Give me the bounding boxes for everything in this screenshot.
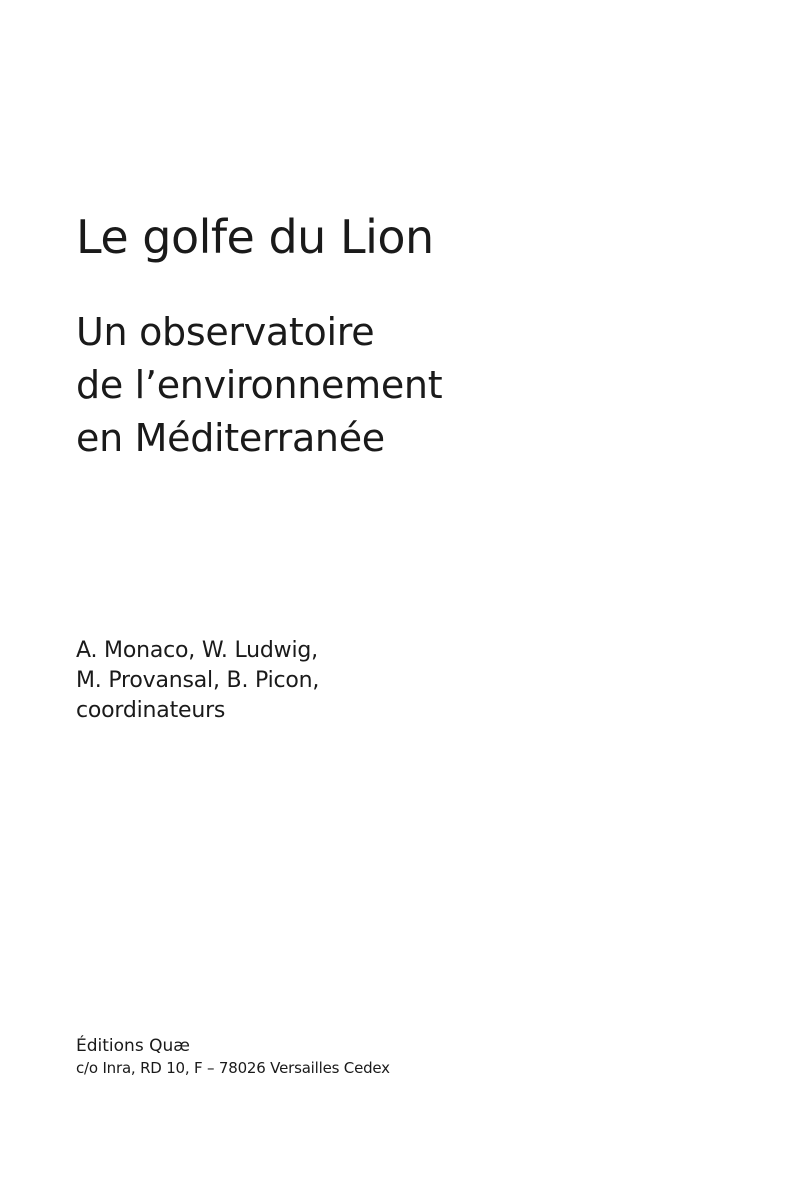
book-title: Le golfe du Lion	[76, 210, 434, 264]
authors-role: coordinateurs	[76, 698, 226, 723]
authors-line: M. Provansal, B. Picon,	[76, 668, 320, 693]
subtitle-line: Un observatoire	[76, 310, 375, 354]
subtitle-line: de l’environnement	[76, 363, 443, 407]
authors-block	[76, 636, 319, 726]
subtitle-line: en Méditerranée	[76, 416, 385, 460]
book-subtitle	[76, 306, 442, 465]
publisher-name: Éditions Quæ	[76, 1036, 190, 1056]
publisher-address: c/o Inra, RD 10, F – 78026 Versailles Cedex	[76, 1059, 390, 1077]
authors-line: A. Monaco, W. Ludwig,	[76, 638, 318, 663]
publisher-block	[76, 1034, 390, 1078]
